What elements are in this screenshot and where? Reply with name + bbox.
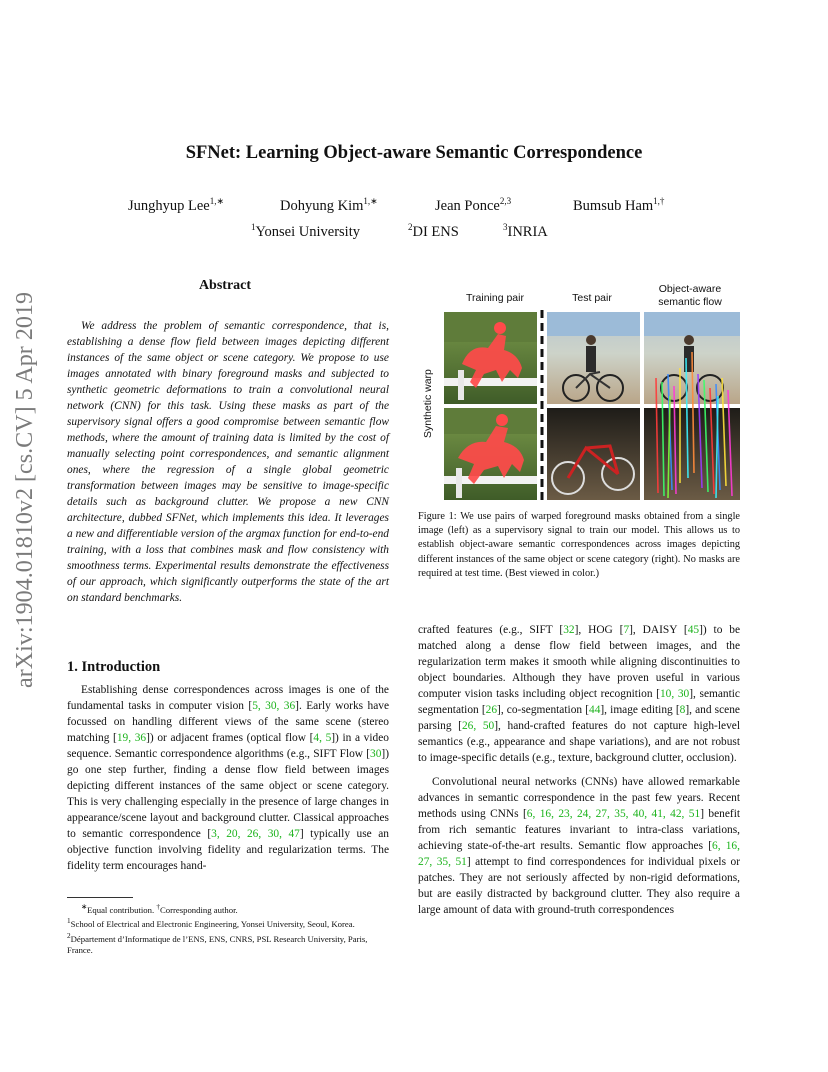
author-4: Bumsub Ham$^{1,\dagger}$: [573, 196, 665, 214]
citation: 32: [563, 624, 575, 636]
author-1: Junghyup Lee$^{1,∗}$: [128, 196, 225, 214]
arxiv-stamp: [2, 290, 42, 690]
citation: 3, 20, 26, 30, 47: [211, 828, 300, 840]
footnote-1: ∗Equal contribution. †Corresponding author.: [81, 903, 238, 915]
intro-heading: 1. Introduction: [67, 659, 161, 675]
training-image-bottom: [444, 408, 537, 500]
test-image-top: [547, 312, 640, 404]
citation: 44: [589, 704, 601, 716]
citation: 45: [687, 624, 700, 636]
right-column-text: [418, 622, 740, 918]
citation: 19, 36: [116, 732, 147, 744]
figure-1: [418, 280, 740, 502]
footnote-2: $^1$School of Electrical and Electronic Engineering, Yonsei University, Seoul, Korea.: [67, 917, 355, 930]
affiliation-1: $^1$Yonsei University: [251, 222, 360, 240]
author-2: Dohyung Kim$^{1,∗}$: [280, 196, 378, 214]
figure-caption: Figure 1: We use pairs of warped foreground masks obtained from a single image (left) as a supervisory signal to train our model. This allows us to establish object-aware semantic correspondences across images depicting different instances of the same object or scene category (right). No masks are required at test time. (Best viewed in color.): [418, 511, 740, 579]
affiliation-2: $^2$DI ENS: [408, 222, 459, 240]
footnotes: [67, 902, 389, 957]
abstract-text: We address the problem of semantic correspondence, that is, establishing a dense flow field between images depicting different instances of the same object or scene category. We propose to use images annotated with binary foreground masks and subjected to synthetic geometric deformations to train a convolutional neural network (CNN) for this task. Using these masks as part of the supervisory signal offers a good compromise between semantic flow methods, where the amount of training data is limited by the cost of manually selecting point correspondences, and semantic alignment ones, where the regression of a single global geometric transformation between images may be sensitive to image-specific details such as background clutter. We propose a new CNN architecture, dubbed SFNet, which implements this idea. It leverages a new and differentiable version of the argmax function for end-to-end training, with a loss that combines mask and flow consistency with smoothness terms. Experimental results demonstrate the effectiveness of our approach, which significantly outperforms the state of the art on standard benchmarks.: [67, 320, 389, 604]
citation: 8: [679, 704, 686, 716]
affiliation-3: $^3$INRIA: [503, 222, 548, 240]
citation: 26: [485, 704, 498, 716]
citation: 6, 16, 23, 24, 27, 35, 40, 41, 42, 51: [526, 808, 701, 820]
citation: 4, 5: [313, 732, 332, 744]
paragraph-1: crafted features (e.g., SIFT [32], HOG [7], DAISY [45]) to be matched along a dense flow field between images, and the regularization term makes it smooth while aligning discontinuities to object boundaries. Although they have proven useful in various computer vision tasks including object recognition [10, 30], semantic segmentation [26], co-segmentation [44], image editing [8], and scene parsing [26, 50], hand-crafted features do not capture high-level semantics (e.g., appearance and shape variations), and are not robust to image-specific details (e.g., texture, background clutter, occlusion).: [418, 624, 740, 764]
paper-title: SFNet: Learning Object-aware Semantic Correspondence: [185, 143, 643, 163]
citation: 6, 16, 27, 35, 51: [418, 840, 740, 868]
intro-paragraph: Establishing dense correspondences across images is one of the fundamental tasks in computer vision [5, 30, 36]. Early works have focussed on handling different views of the same scene (stereo matching [19, 36]) or adjacent frames (optical flow [4, 5]) in a video sequence. Semantic correspondence algorithms (e.g., SIFT Flow [30]) go one step further, finding a dense flow field between images depicting different instances of the same object or scene category. This is very challenging especially in the presence of large changes in appearance/scene layout and background clutter. Classical approaches to semantic correspondence [3, 20, 26, 30, 47] typically use an objective function involving fidelity and regularization terms. The fidelity term encourages hand-: [67, 684, 390, 872]
author-3: Jean Ponce$^{2,3}$: [435, 196, 512, 214]
label-training-pair: Training pair: [466, 292, 524, 304]
label-synthetic-warp: Synthetic warp: [422, 369, 434, 438]
abstract-heading: Abstract: [198, 278, 252, 293]
citation: 10, 30: [659, 688, 690, 700]
paragraph-2: Convolutional neural networks (CNNs) have allowed remarkable advances in semantic correspondence in the past few years. Recent methods using CNNs [6, 16, 23, 24, 27, 35, 40, 41, 42, 51] benefit from rich semantic features invariant to intra-class variations, achieving state-of-the-art results. Semantic flow approaches [6, 16, 27, 35, 51] attempt to find correspondences for individual pixels or patches. They are not seriously affected by non-rigid deformations, but are easily distracted by background clutter. They also require a large amount of data with ground-truth correspondences: [418, 776, 741, 916]
training-image-top: [444, 312, 537, 404]
label-object-aware-flow: Object-aware semantic flow: [658, 283, 722, 308]
label-test-pair: Test pair: [572, 292, 612, 304]
test-image-bottom: [547, 408, 640, 500]
footnote-3: $^2$Département d’Informatique de l’ENS, ENS, CNRS, PSL Research University, Paris, France.: [67, 931, 368, 956]
footnote-rule: [67, 897, 133, 898]
citation: 7: [623, 624, 630, 636]
citation: 5, 30, 36: [252, 700, 296, 712]
citation: 30: [370, 748, 382, 760]
arxiv-id: arXiv:1904.01810v2 [cs.CV] 5 Apr 2019: [12, 293, 38, 688]
figure-images: [418, 308, 740, 502]
citation: 26, 50: [461, 720, 495, 732]
